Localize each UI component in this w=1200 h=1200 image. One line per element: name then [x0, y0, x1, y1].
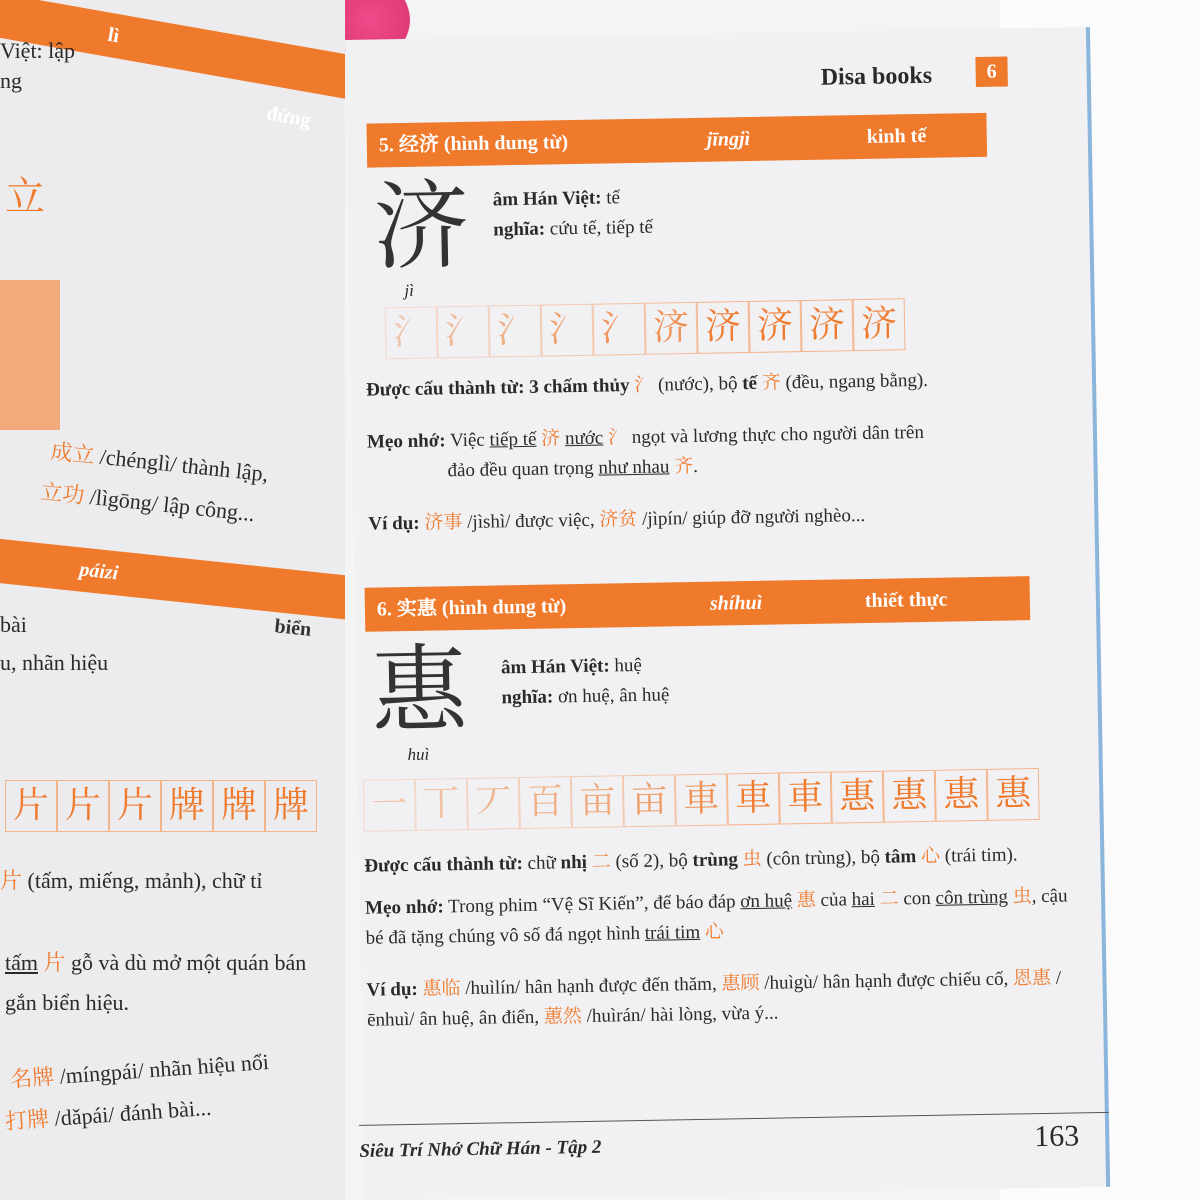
han: 惠顾 [721, 972, 760, 995]
stroke-box: 丅 [415, 778, 468, 831]
stroke-box: 車 [727, 773, 780, 826]
page-number: 163 [1033, 1119, 1080, 1154]
stroke-box: 济 [801, 299, 854, 352]
stroke-box: 氵 [489, 305, 542, 358]
text: (tấm, miếng, mảnh), chữ tỉ [27, 868, 263, 893]
text: (nước), bộ [657, 373, 738, 396]
han: 恩惠 [1012, 967, 1052, 990]
text: con [903, 887, 932, 910]
entry-meaning: thiết thực [864, 588, 948, 613]
text: gỗ và dù mở một quán bán [71, 950, 307, 975]
text: /ēnhuì/ ân huệ, ân điển, [366, 967, 1062, 1031]
label: nghĩa: [501, 686, 554, 709]
stroke-box: 片 [109, 780, 161, 832]
han: 济 [541, 428, 561, 450]
text: Việc [449, 429, 485, 452]
label: Mẹo nhớ: [366, 430, 446, 453]
left-page [0, 0, 345, 1200]
han: 片 [0, 868, 23, 893]
entry-title [379, 130, 569, 157]
stroke-box: 惠 [831, 771, 884, 824]
label: Ví dụ: [368, 512, 420, 535]
stroke-box: 济 [853, 298, 906, 351]
text: của [820, 889, 848, 911]
stroke-box: 丆 [467, 777, 520, 830]
text: /huìrán/ hài lòng, vừa ý... [586, 1002, 779, 1027]
stroke-box: 牌 [213, 780, 265, 832]
stroke-box: 济 [645, 302, 698, 355]
underlined: trái tim [644, 921, 701, 944]
entry-meaning: kinh tế [866, 124, 927, 148]
underlined: hai [851, 888, 876, 911]
left-example [39, 479, 256, 527]
han: 心 [704, 921, 725, 943]
composition-6 [364, 839, 1074, 881]
label: âm Hán Việt: [500, 655, 610, 679]
han: 惠临 [422, 978, 461, 1000]
han: 济事 [424, 512, 463, 534]
han: 名牌 [9, 1063, 56, 1093]
text: . [692, 455, 699, 477]
left-example [9, 1049, 269, 1093]
entry-title [377, 594, 567, 621]
text: chiếu cố, [939, 968, 1009, 991]
han: 成立 [49, 438, 96, 469]
left-text [5, 950, 306, 976]
left-text: bài [0, 612, 27, 637]
label: Được cấu thành từ: [364, 853, 524, 877]
entry-pinyin: jīngjì [706, 127, 751, 151]
type: (hình dung từ) [443, 131, 569, 156]
han-viet-line [493, 183, 621, 215]
character-pinyin: huì [407, 744, 430, 765]
han: 二 [591, 851, 611, 873]
entry-6-body [364, 839, 1077, 1035]
han: 虫 [1012, 886, 1032, 908]
left-example [49, 439, 269, 488]
underlined: ơn huệ [740, 890, 793, 913]
stroke-box: 氵 [385, 306, 438, 359]
left-text: u, nhãn hiệu [0, 650, 109, 675]
stroke-box: 亩 [623, 774, 676, 827]
num: 5. [378, 134, 395, 157]
underlined: tiếp tế [489, 428, 537, 451]
label: Được cấu thành từ: [365, 376, 525, 401]
bold: trùng [692, 849, 739, 872]
brand-name: Disa books [820, 62, 933, 91]
band-pinyin: lì [106, 23, 121, 48]
meaning-line [493, 213, 653, 246]
left-text: Việt: lập [0, 38, 76, 63]
meaning-line [501, 680, 669, 713]
underlined: côn trùng [935, 886, 1009, 909]
stroke-box: 氵 [437, 306, 490, 359]
han: 心 [920, 845, 941, 868]
stroke-box: 片 [57, 780, 109, 832]
entry-5-header [366, 113, 987, 168]
stroke-box: 一 [363, 779, 416, 832]
stroke-box: 惠 [987, 768, 1040, 821]
entry-5-body [366, 363, 1069, 539]
underlined: như nhau [598, 456, 670, 479]
stroke-box: 氵 [593, 303, 646, 356]
text: /míngpái/ nhãn hiệu nổi [58, 1048, 270, 1089]
text: Trong phim “Vệ Sĩ Kiến”, để báo đáp [447, 891, 736, 918]
stroke-box: 車 [779, 772, 832, 825]
stroke-box: 片 [5, 780, 57, 832]
example-6 [366, 963, 1077, 1035]
text: /huìgù/ hân hạnh được [764, 969, 936, 994]
left-text: ng [0, 68, 22, 93]
han: 齐 [673, 455, 694, 478]
stroke-box: 济 [697, 301, 750, 354]
bold: nhị [560, 851, 588, 874]
value: cứu tế, tiếp tế [549, 216, 654, 240]
text: chữ [527, 852, 556, 874]
text: (côn trùng), bộ [766, 846, 881, 870]
han: 打牌 [4, 1106, 50, 1135]
text: 3 chấm thủy [529, 375, 630, 398]
num: 6. [376, 598, 393, 621]
text: /chénglì/ thành lập, [98, 443, 270, 487]
text: (số 2), bộ [615, 850, 688, 873]
stroke-order-6 [363, 768, 1040, 832]
left-example [4, 1095, 212, 1135]
left-big-char [0, 280, 60, 430]
han: 蕙然 [543, 1006, 583, 1028]
book-title: Siêu Trí Nhớ Chữ Hán - Tập 2 [359, 1136, 602, 1162]
stroke-box: 氵 [541, 304, 594, 357]
text: đảo đều quan trọng [447, 457, 594, 482]
composition-5 [366, 363, 1066, 405]
stroke-box: 牌 [265, 780, 317, 832]
band-meaning: biển [273, 615, 313, 641]
left-stroke-order [5, 780, 317, 832]
value: tế [606, 187, 621, 209]
han: 实惠 [396, 597, 438, 621]
text: tế [742, 372, 758, 395]
main-character: 惠 [370, 633, 469, 748]
right-page [345, 27, 1110, 1200]
bold: tâm [884, 846, 917, 868]
value: ơn huệ, ân huệ [557, 684, 670, 708]
han: 片 [43, 950, 66, 975]
stroke-box: 百 [519, 776, 572, 829]
han: 齐 [761, 372, 781, 394]
example-5 [368, 497, 1068, 539]
stroke-box: 济 [749, 300, 802, 353]
left-char: 立 [5, 174, 45, 219]
footer-divider [359, 1112, 1109, 1126]
mnemonic-6 [365, 881, 1076, 953]
label: Ví dụ: [366, 978, 418, 1001]
stroke-box: 牌 [161, 780, 213, 832]
left-text [0, 868, 262, 894]
text: ngọt và lương thực cho người dân trên [631, 421, 925, 449]
band-pinyin: páizi [78, 558, 120, 585]
entry-6-header [365, 576, 1031, 632]
han: 经济 [398, 133, 440, 157]
text: /dǎpái/ đánh bài... [53, 1094, 213, 1131]
page-tab: 6 [975, 56, 1008, 87]
han: 二 [879, 888, 899, 910]
han: 立功 [39, 478, 86, 509]
stroke-box: 惠 [883, 770, 936, 823]
han: 氵 [607, 427, 628, 449]
text: /huìlín/ hân hạnh được đến thăm, [465, 973, 717, 1000]
text: /lìgōng/ lập công... [88, 484, 256, 527]
stroke-box: 惠 [935, 769, 988, 822]
character-pinyin: jì [404, 280, 414, 301]
left-text: gắn biển hiệu. [5, 990, 130, 1015]
entry-pinyin: shíhuì [709, 591, 763, 615]
han-viet-line [501, 651, 642, 683]
type: (hình dung từ) [441, 595, 567, 620]
han: 惠 [796, 889, 816, 912]
label: âm Hán Việt: [492, 187, 602, 211]
stroke-order-5 [385, 298, 906, 359]
han: 虫 [742, 848, 762, 871]
text: /jìshì/ được việc, [466, 509, 595, 533]
text: (đều, ngang bằng). [785, 369, 929, 394]
stroke-box: 車 [675, 773, 728, 826]
han: 氵 [634, 374, 654, 397]
underlined: nước [564, 427, 604, 450]
stroke-box: 亩 [571, 775, 624, 828]
label: nghĩa: [493, 218, 546, 241]
text: , cậu bé đã tặng chúng vô số đá ngọt hình [365, 885, 1068, 949]
main-character: 济 [372, 169, 471, 284]
text: /jìpín/ giúp đỡ người nghèo... [641, 504, 866, 530]
band-meaning: đứng [264, 102, 313, 132]
value: huệ [614, 654, 643, 677]
han: 济贫 [599, 508, 638, 531]
underlined: tấm [5, 950, 38, 975]
label: Mẹo nhớ: [364, 896, 444, 919]
text: (trái tim). [944, 844, 1018, 867]
